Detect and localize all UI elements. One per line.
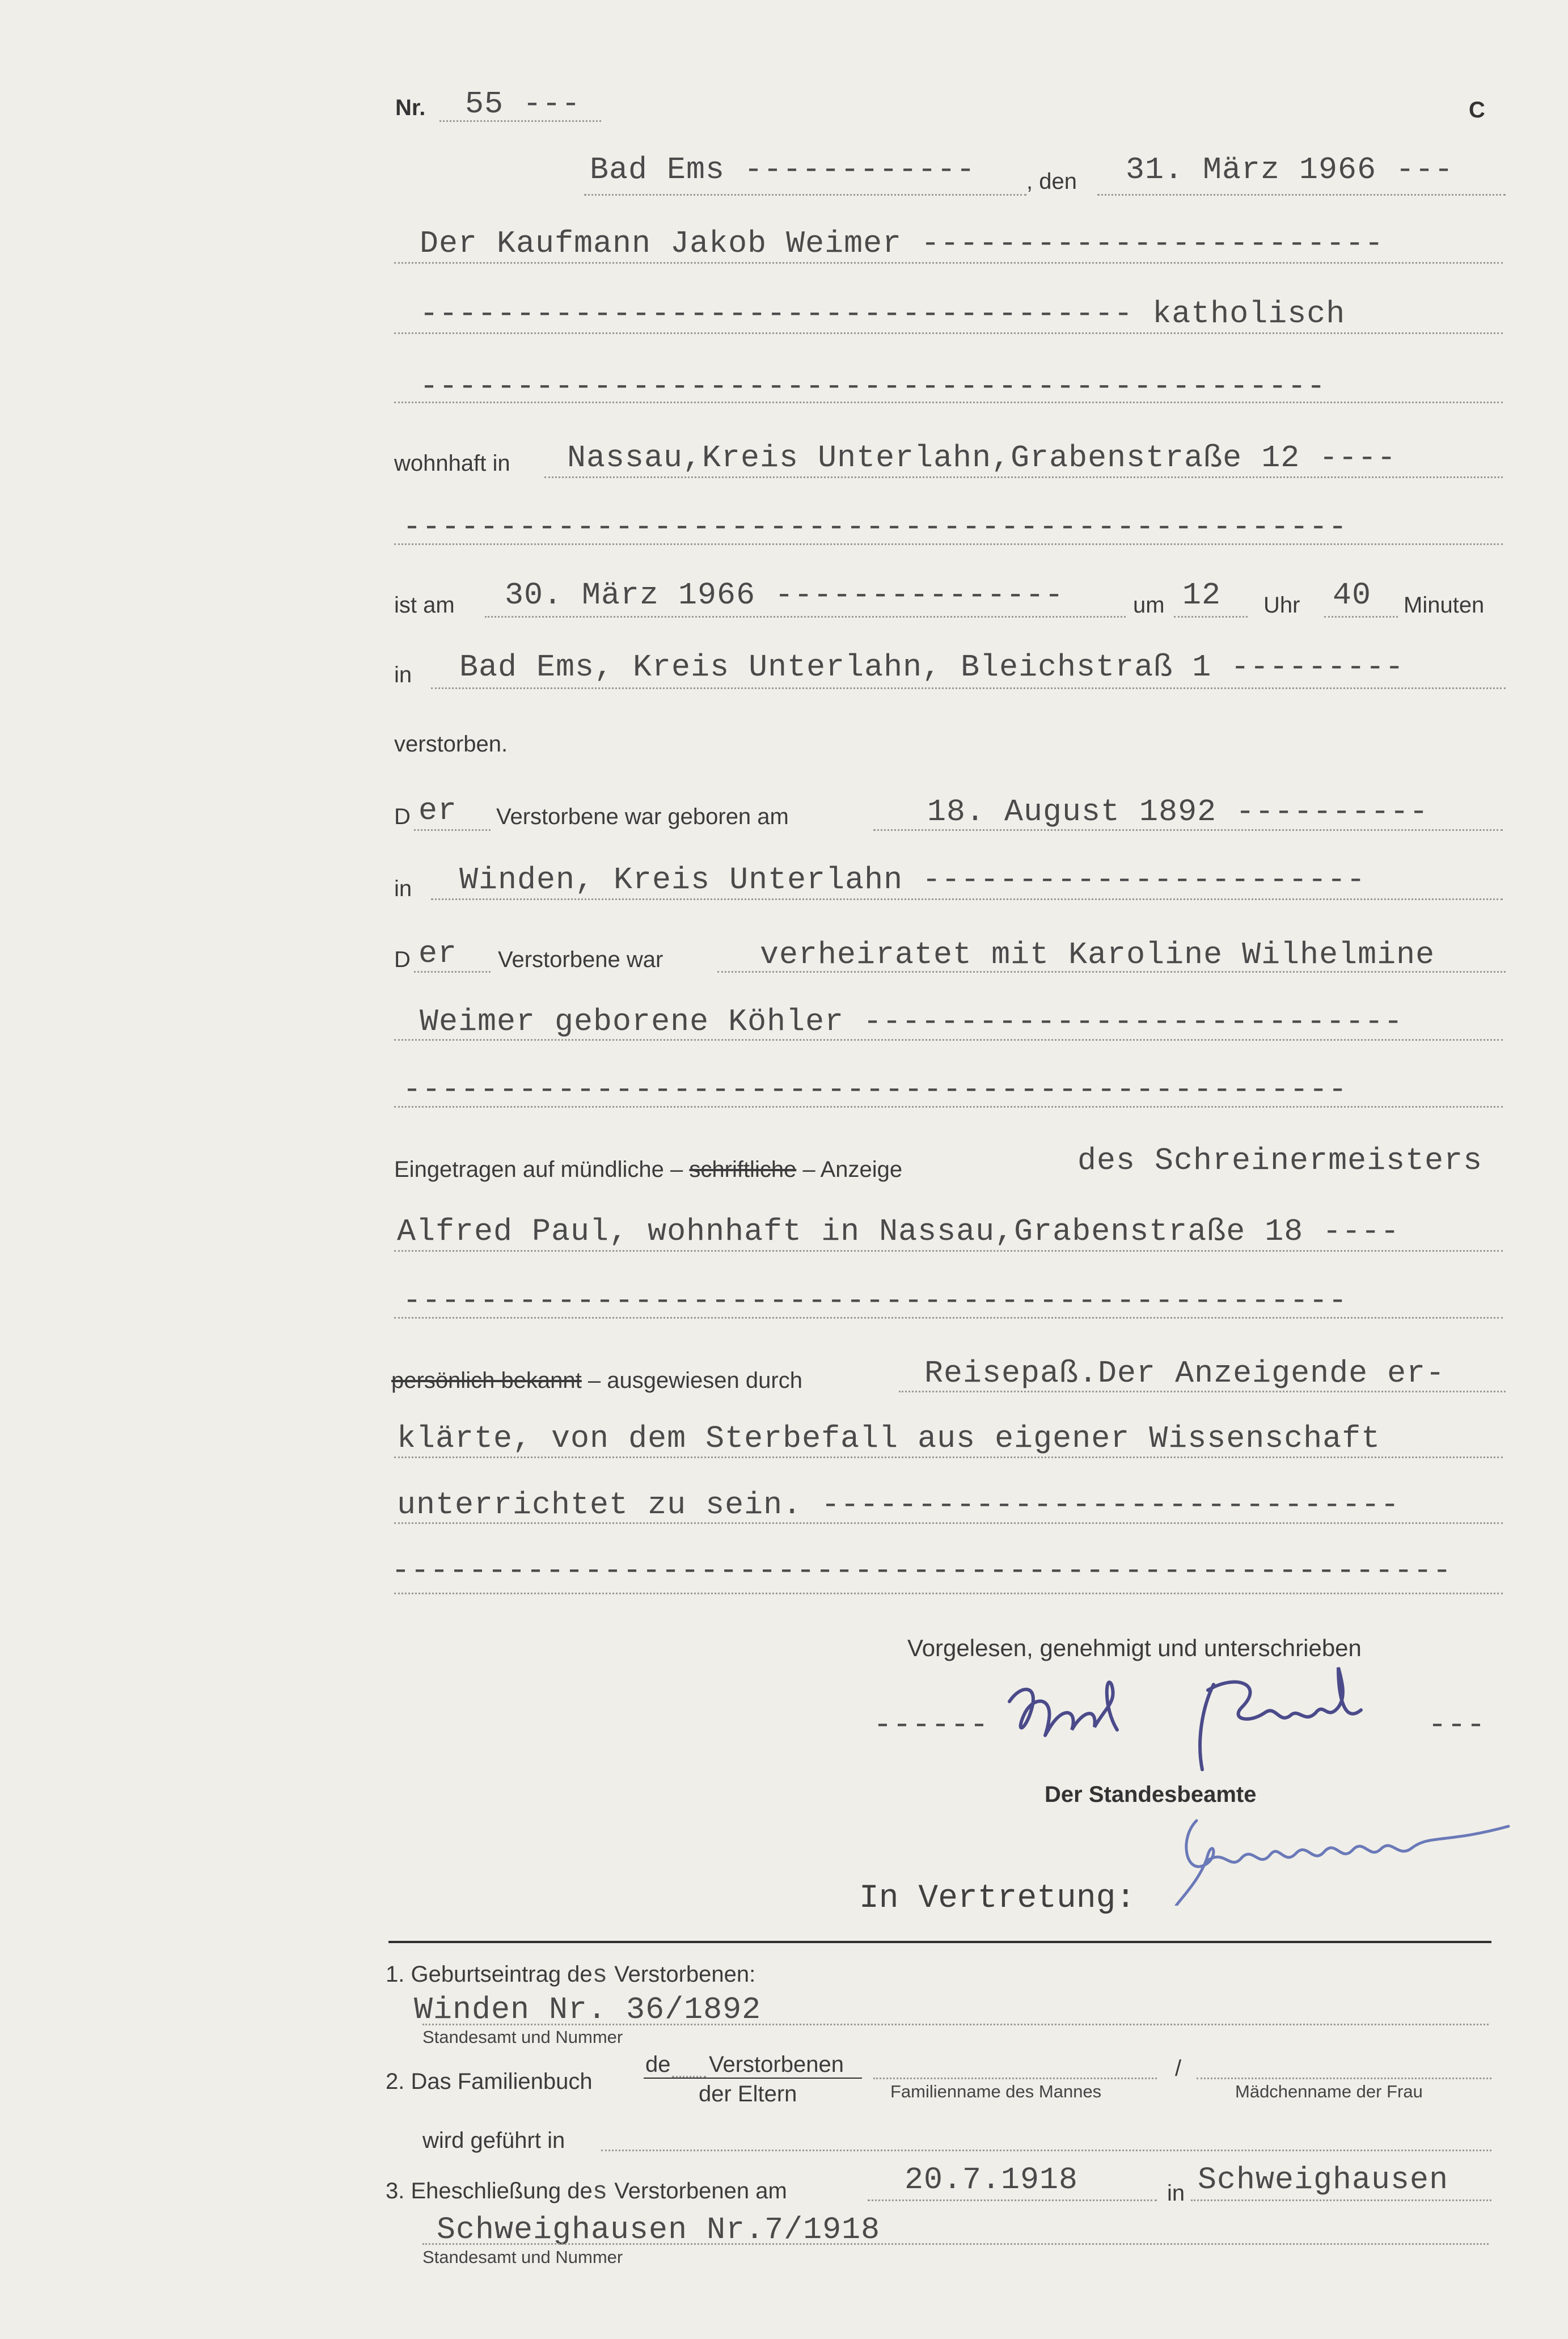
residence-line-2: ------------------------------------------------- [403,509,1348,545]
marriage-in-label: in [1167,2181,1185,2206]
marriage-date: 20.7.1918 [905,2162,1079,2198]
marital-d-label: D [394,947,411,972]
place-dotted-line [584,194,1026,196]
marital-d-fill: er [419,936,458,972]
residence-line-1: Nassau,Kreis Unterlahn,Grabenstraße 12 ---- [567,440,1397,476]
birth-d-dotted-line [414,829,491,831]
identification-line-1: Reisepaß.Der Anzeigende er- [924,1356,1446,1391]
verstorben-label: verstorben. [394,732,508,757]
person-dotted-line-3 [394,402,1503,403]
registration-label [394,1157,902,1183]
family-book-fraction-line [644,2078,862,2079]
family-book-wife-line [1197,2078,1491,2079]
marriage-date-dotted-line [868,2199,1157,2201]
identification-by-label: – ausgewiesen durch [588,1368,802,1393]
death-place: Bad Ems, Kreis Unterlahn, Bleichstraß 1 --------- [459,649,1405,685]
family-book-de: de [645,2052,671,2077]
registration-label-oral: Eingetragen auf mündliche – [394,1157,683,1182]
deceased-line-2: ------------------------------------- katholisch [420,296,1346,332]
family-book-husband-line [873,2078,1157,2079]
family-book-parents: der Eltern [699,2082,797,2106]
date-dotted-line [1097,194,1506,196]
marital-label: Verstorbene war [498,947,663,972]
birth-entry-sub: Standesamt und Nummer [422,2027,623,2047]
marital-dotted-line-2 [394,1039,1503,1041]
marital-dotted-line-1 [717,971,1506,973]
registration-date: 31. März 1966 --- [1126,152,1454,188]
marriage-place-dotted-line [1191,2199,1491,2201]
family-book-husband-caption: Familienname des Mannes [890,2082,1102,2101]
birth-place-dotted-line [431,898,1503,900]
birth-entry-label-a: 1. Geburtseintrag de [386,1962,593,1987]
family-book-wife-caption: Mädchenname der Frau [1235,2082,1423,2101]
family-book-kept-label: wird geführt in [422,2128,565,2153]
family-book-slash: / [1175,2056,1182,2081]
informant-dotted-line-2 [394,1317,1503,1319]
person-dotted-line-2 [394,332,1503,334]
registration-label-written-struck: schriftliche [689,1157,797,1182]
signature-line-left: ------ [873,1707,990,1743]
birth-d-label: D [394,804,411,829]
death-date-dotted-line [485,616,1126,618]
birth-date: 18. August 1892 ---------- [927,794,1429,830]
death-in-label: in [394,662,412,687]
birth-in-label: in [394,876,412,901]
birth-entry-label [386,1961,755,1990]
marriage-fill: s [592,2178,608,2206]
identification-line-3: unterrichtet zu sein. ------------------------------ [397,1487,1400,1523]
identification-line-4: ------------------------------------------------------- [391,1553,1452,1589]
death-place-dotted-line [431,687,1506,689]
death-minutes: 40 [1333,577,1372,613]
birth-label: Verstorbene war geboren am [496,804,789,829]
minutes-dotted-line [1324,616,1398,618]
nr-value: 55 --- [465,86,581,122]
ist-am-label: ist am [394,593,455,618]
marital-line-2: Weimer geborene Köhler ---------------------------- [420,1004,1404,1040]
family-book-label: 2. Das Familienbuch [386,2069,593,2094]
identification-dotted-line-1 [899,1391,1506,1392]
registration-label-report: – Anzeige [802,1157,903,1182]
birth-place: Winden, Kreis Unterlahn ----------------------- [459,862,1366,898]
den-label: , den [1026,169,1077,194]
birth-entry-value: Winden Nr. 36/1892 [414,1992,762,2028]
person-dotted-line-1 [394,262,1503,264]
read-approved-signed: Vorgelesen, genehmigt und unterschrieben [907,1635,1362,1661]
marriage-registry-value: Schweighausen Nr.7/1918 [437,2212,881,2248]
residence-label: wohnhaft in [394,451,510,476]
informant-line-1: des Schreinermeisters [1077,1143,1483,1179]
family-book-deceased: Verstorbenen [709,2052,844,2077]
family-book-kept-line [601,2150,1491,2151]
birth-d-fill: er [419,793,458,829]
uhr-label: Uhr [1263,593,1300,618]
marital-line-1: verheiratet mit Karoline Wilhelmine [760,937,1435,973]
identification-dotted-line-3 [394,1522,1503,1524]
marriage-label-b: Verstorbenen am [614,2178,787,2203]
identification-line-2: klärte, von dem Sterbefall aus eigener Wissenschaft [397,1421,1381,1456]
marital-line-3: ------------------------------------------------- [403,1072,1348,1108]
marital-dotted-line-3 [394,1106,1503,1108]
birth-entry-label-b: Verstorbenen: [614,1962,756,1987]
nr-dotted-line [439,120,601,122]
in-vertretung-label: In Vertretung: [859,1880,1136,1917]
informant-signature-image [998,1662,1429,1775]
registrar-label: Der Standesbeamte [1045,1782,1257,1807]
death-hour: 12 [1182,577,1222,613]
registration-place: Bad Ems ------------ [590,152,976,188]
minuten-label: Minuten [1404,593,1485,618]
death-date: 30. März 1966 --------------- [505,577,1064,613]
identification-dotted-line-2 [394,1456,1503,1458]
identification-known-struck: persönlich bekannt [391,1368,582,1393]
hour-dotted-line [1174,616,1248,618]
informant-line-3: ------------------------------------------------- [403,1283,1348,1319]
registrar-signature-image [1174,1804,1514,1906]
informant-line-2: Alfred Paul, wohnhaft in Nassau,Grabenstraße 18 ---- [397,1214,1400,1249]
footer-separator [388,1941,1491,1943]
marriage-registry-sub: Standesamt und Nummer [422,2247,623,2267]
informant-dotted-line-1 [394,1250,1503,1252]
marriage-label-a: 3. Eheschließung de [386,2178,593,2203]
deceased-line-3: ----------------------------------------------- [420,369,1326,404]
marital-d-dotted-line [414,971,491,973]
um-label: um [1133,593,1165,618]
form-letter: C [1469,98,1485,123]
residence-dotted-line-1 [544,476,1503,478]
nr-label: Nr. [395,95,426,120]
identification-dotted-line-4 [394,1593,1503,1594]
marriage-label [386,2178,787,2206]
birth-entry-fill: s [592,1961,608,1990]
birth-entry-dotted-line [422,2024,1489,2025]
signature-line-right: --- [1428,1707,1486,1743]
marriage-registry-dotted-line [422,2243,1489,2245]
marriage-place: Schweighausen [1198,2162,1449,2198]
residence-dotted-line-2 [394,543,1503,545]
birth-date-dotted-line [873,829,1503,831]
deceased-line-1: Der Kaufmann Jakob Weimer ------------------------ [420,226,1384,261]
identification-label [391,1368,802,1394]
